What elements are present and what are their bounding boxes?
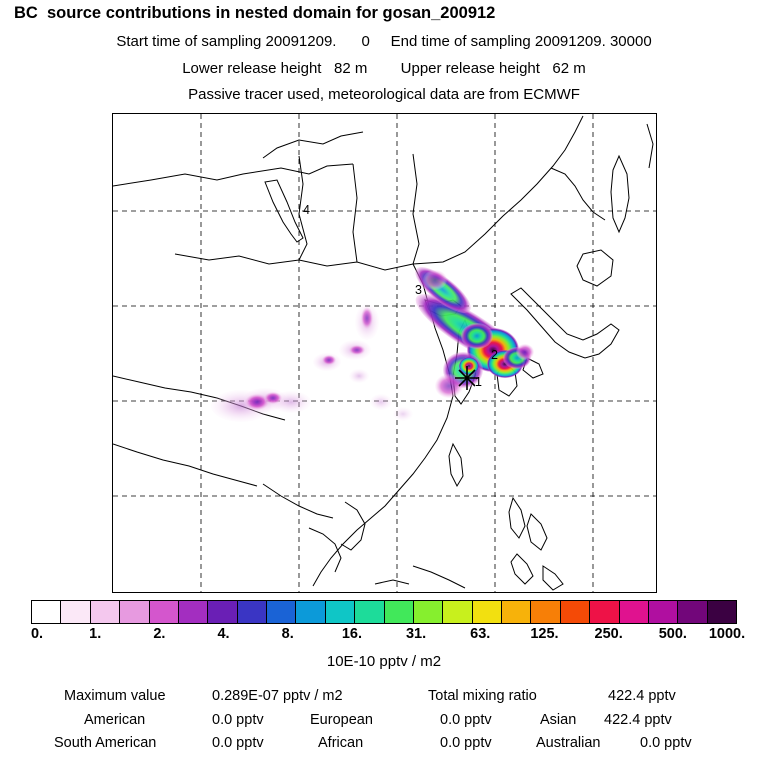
region-value-european: 0.0 pptv [440,712,492,728]
total-mixing-ratio-value: 422.4 pptv [608,688,676,704]
colorbar-tick-1: 1. [89,626,102,642]
colorbar-cell-17 [531,601,560,623]
grid-label-4: 4 [303,203,310,217]
region-value-asian: 422.4 pptv [604,712,672,728]
colorbar-cell-5 [179,601,208,623]
colorbar-tick-5: 16. [341,626,362,642]
map-panel[interactable] [112,113,657,593]
colorbar-tick-labels [0,626,768,644]
maximum-value: 0.289E-07 pptv / m2 [212,688,343,704]
colorbar-cell-11 [355,601,384,623]
colorbar-tick-6: 31. [405,626,427,642]
colorbar-tick-0: 0. [30,626,44,642]
colorbar-cell-14 [443,601,472,623]
grid-label-2: 2 [491,348,498,362]
maximum-value-label: Maximum value [64,688,166,704]
map-graphic [113,114,656,592]
colorbar-cell-4 [150,601,179,623]
colorbar-cell-16 [502,601,531,623]
colorbar-tick-4: 8. [281,626,294,642]
grid-label-1: 1 [475,375,482,389]
region-value-australian: 0.0 pptv [640,735,692,751]
map-coastlines [113,116,653,590]
colorbar-cell-21 [649,601,678,623]
total-mixing-ratio-label: Total mixing ratio [428,688,537,704]
colorbar-cell-23 [708,601,736,623]
region-label-american: American [84,712,146,728]
release-height-line: Lower release height 82 m Upper release height 62 m [182,60,586,77]
colorbar-cell-15 [473,601,502,623]
colorbar-cell-1 [61,601,90,623]
colorbar-cell-13 [414,601,443,623]
colorbar-cell-10 [326,601,355,623]
sampling-time-line: Start time of sampling 20091209. 0 End time of sampling 20091209. 30000 [116,33,652,50]
page-title: BC source contributions in nested domain for gosan_200912 [14,4,496,22]
colorbar-cell-7 [238,601,267,623]
tracer-meteo-line: Passive tracer used, meteorological data are from ECMWF [188,86,580,103]
region-label-asian: Asian [540,712,577,728]
colorbar-tick-9: 250. [594,626,623,642]
region-value-african: 0.0 pptv [440,735,492,751]
colorbar-cell-19 [590,601,619,623]
colorbar-cell-9 [296,601,325,623]
region-label-australian: Australian [536,735,601,751]
colorbar-tick-11: 1000. [708,626,746,642]
region-label-african: African [318,735,364,751]
region-label-european: European [310,712,373,728]
colorbar-tick-8: 125. [530,626,559,642]
region-value-south-american: 0.0 pptv [212,735,264,751]
colorbar-cell-2 [91,601,120,623]
colorbar[interactable] [31,600,737,624]
colorbar-cell-20 [620,601,649,623]
colorbar-unit-label: 10E-10 pptv / m2 [326,653,442,670]
grid-label-3: 3 [415,283,422,297]
colorbar-tick-2: 2. [153,626,166,642]
colorbar-cell-18 [561,601,590,623]
plume-layer [211,260,534,422]
region-value-american: 0.0 pptv [212,712,264,728]
colorbar-cell-12 [385,601,414,623]
colorbar-cell-8 [267,601,296,623]
colorbar-tick-7: 63. [470,626,491,642]
colorbar-cell-3 [120,601,149,623]
colorbar-cell-0 [32,601,61,623]
colorbar-cell-22 [678,601,707,623]
region-label-south-american: South American [54,735,157,751]
colorbar-tick-3: 4. [217,626,230,642]
colorbar-cell-6 [208,601,237,623]
colorbar-tick-10: 500. [658,626,687,642]
